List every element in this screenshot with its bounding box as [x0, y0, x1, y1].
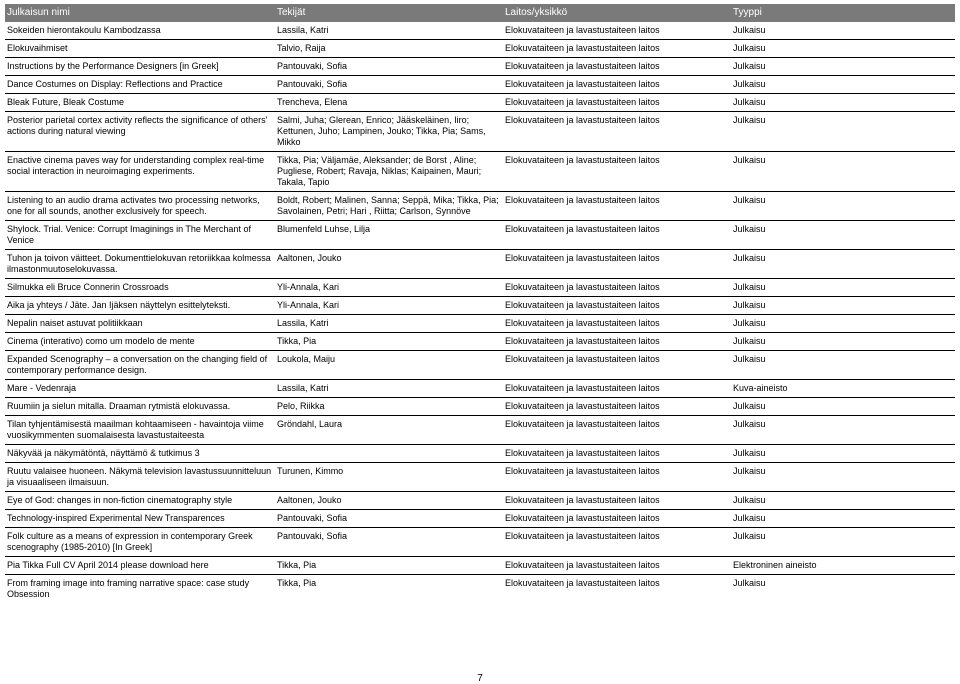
department-cell: Elokuvataiteen ja lavastustaiteen laitos [503, 575, 731, 604]
department-cell: Elokuvataiteen ja lavastustaiteen laitos [503, 528, 731, 557]
table-header-row [5, 4, 955, 22]
title-cell: Enactive cinema paves way for understanding complex real-time social interaction in neuroimaging experiments. [5, 152, 275, 192]
table-row [5, 94, 955, 112]
table-row [5, 221, 955, 250]
column-header-title: Julkaisun nimi [5, 4, 275, 22]
authors-cell [275, 445, 503, 463]
department-cell: Elokuvataiteen ja lavastustaiteen laitos [503, 250, 731, 279]
column-header-authors: Tekijät [275, 4, 503, 22]
authors-cell: Aaltonen, Jouko [275, 250, 503, 279]
title-cell: Tilan tyhjentämisestä maailman kohtaamiseen - havaintoja viime vuosikymmenten suomalaisesta lavastustaiteesta [5, 416, 275, 445]
department-cell: Elokuvataiteen ja lavastustaiteen laitos [503, 94, 731, 112]
department-cell: Elokuvataiteen ja lavastustaiteen laitos [503, 351, 731, 380]
type-cell: Julkaisu [731, 94, 955, 112]
department-cell: Elokuvataiteen ja lavastustaiteen laitos [503, 380, 731, 398]
type-cell: Julkaisu [731, 112, 955, 152]
type-cell: Julkaisu [731, 333, 955, 351]
title-cell: Folk culture as a means of expression in contemporary Greek scenography (1985-2010) [In Greek] [5, 528, 275, 557]
table-row [5, 112, 955, 152]
title-cell: Dance Costumes on Display: Reflections and Practice [5, 76, 275, 94]
department-cell: Elokuvataiteen ja lavastustaiteen laitos [503, 315, 731, 333]
type-cell: Julkaisu [731, 279, 955, 297]
title-cell: Instructions by the Performance Designers [in Greek] [5, 58, 275, 76]
authors-cell: Pantouvaki, Sofia [275, 76, 503, 94]
table-row [5, 58, 955, 76]
title-cell: Näkyvää ja näkymätöntä, näyttämö & tutkimus 3 [5, 445, 275, 463]
table-row [5, 76, 955, 94]
department-cell: Elokuvataiteen ja lavastustaiteen laitos [505, 25, 660, 35]
authors-cell: Pantouvaki, Sofia [275, 510, 503, 528]
department-cell: Elokuvataiteen ja lavastustaiteen laitos [503, 445, 731, 463]
type-cell: Julkaisu [731, 492, 955, 510]
table-row [5, 192, 955, 221]
authors-cell: Tikka, Pia [275, 557, 503, 575]
department-cell: Elokuvataiteen ja lavastustaiteen laitos [503, 492, 731, 510]
department-cell: Elokuvataiteen ja lavastustaiteen laitos [503, 297, 731, 315]
authors-cell: Pantouvaki, Sofia [275, 58, 503, 76]
table-row [5, 445, 955, 463]
page-number: 7 [477, 673, 483, 684]
authors-cell: Tikka, Pia [275, 575, 503, 604]
type-cell: Kuva-aineisto [731, 380, 955, 398]
authors-cell: Blumenfeld Luhse, Lilja [275, 221, 503, 250]
table-row [5, 398, 955, 416]
department-cell: Elokuvataiteen ja lavastustaiteen laitos [503, 192, 731, 221]
table-row [5, 416, 955, 445]
department-cell: Elokuvataiteen ja lavastustaiteen laitos [503, 510, 731, 528]
department-cell: Elokuvataiteen ja lavastustaiteen laitos [503, 152, 731, 192]
title-cell: Cinema (interativo) como um modelo de mente [5, 333, 275, 351]
title-cell: From framing image into framing narrative space: case study Obsession [5, 575, 275, 604]
type-cell: Julkaisu [731, 76, 955, 94]
title-cell: Technology-inspired Experimental New Transparences [5, 510, 275, 528]
authors-cell: Yli-Annala, Kari [275, 297, 503, 315]
table-row [5, 380, 955, 398]
table-body [5, 22, 955, 603]
table-row [5, 333, 955, 351]
type-cell: Julkaisu [731, 40, 955, 58]
authors-cell: Tikka, Pia [275, 333, 503, 351]
department-cell: Elokuvataiteen ja lavastustaiteen laitos [503, 76, 731, 94]
title-cell: Sokeiden hierontakoulu Kambodzassa [7, 25, 161, 35]
type-cell: Julkaisu [731, 575, 955, 604]
title-cell: Expanded Scenography – a conversation on the changing field of contemporary performance design. [5, 351, 275, 380]
table-row [5, 40, 955, 58]
department-cell: Elokuvataiteen ja lavastustaiteen laitos [503, 112, 731, 152]
title-cell: Mare - Vedenraja [5, 380, 275, 398]
table-row [5, 492, 955, 510]
authors-cell: Turunen, Kimmo [275, 463, 503, 492]
type-cell: Julkaisu [731, 398, 955, 416]
title-cell: Pia Tikka Full CV April 2014 please download here [5, 557, 275, 575]
department-cell: Elokuvataiteen ja lavastustaiteen laitos [503, 398, 731, 416]
type-cell: Julkaisu [733, 25, 766, 35]
authors-cell: Gröndahl, Laura [275, 416, 503, 445]
type-cell: Julkaisu [731, 315, 955, 333]
authors-cell: Pantouvaki, Sofia [275, 528, 503, 557]
title-cell: Nepalin naiset astuvat politiikkaan [5, 315, 275, 333]
table-row [5, 463, 955, 492]
type-cell: Julkaisu [731, 250, 955, 279]
authors-cell: Aaltonen, Jouko [275, 492, 503, 510]
table-row [5, 575, 955, 604]
type-cell: Julkaisu [731, 58, 955, 76]
department-cell: Elokuvataiteen ja lavastustaiteen laitos [503, 221, 731, 250]
table-row [5, 22, 955, 40]
department-cell: Elokuvataiteen ja lavastustaiteen laitos [503, 279, 731, 297]
title-cell: Aika ja yhteys / Jäte. Jan Ijäksen näyttelyn esittelyteksti. [5, 297, 275, 315]
table-row [5, 528, 955, 557]
type-cell: Julkaisu [731, 297, 955, 315]
authors-cell: Lassila, Katri [275, 315, 503, 333]
department-cell: Elokuvataiteen ja lavastustaiteen laitos [503, 463, 731, 492]
type-cell: Julkaisu [731, 351, 955, 380]
table-row [5, 351, 955, 380]
type-cell: Julkaisu [731, 510, 955, 528]
table-row [5, 297, 955, 315]
table-row [5, 315, 955, 333]
type-cell: Julkaisu [731, 192, 955, 221]
authors-cell: Yli-Annala, Kari [275, 279, 503, 297]
authors-cell: Loukola, Maiju [275, 351, 503, 380]
table-row [5, 510, 955, 528]
column-header-type: Tyyppi [731, 4, 955, 22]
column-header-department: Laitos/yksikkö [503, 4, 731, 22]
authors-cell: Boldt, Robert; Malinen, Sanna; Seppä, Mika; Tikka, Pia; Savolainen, Petri; Hari , Riitta; Carlson, Synnöve [275, 192, 503, 221]
title-cell: Ruutu valaisee huoneen. Näkymä television lavastussuunnitteluun ja visuaaliseen ilmaisuun. [5, 463, 275, 492]
title-cell: Shylock. Trial. Venice: Corrupt Imaginings in The Merchant of Venice [5, 221, 275, 250]
title-cell: Eye of God: changes in non-fiction cinematography style [5, 492, 275, 510]
table-row [5, 279, 955, 297]
department-cell: Elokuvataiteen ja lavastustaiteen laitos [503, 557, 731, 575]
department-cell: Elokuvataiteen ja lavastustaiteen laitos [503, 333, 731, 351]
title-cell: Tuhon ja toivon väitteet. Dokumenttielokuvan retoriikkaa kolmessa ilmastonmuutoselokuvassa. [5, 250, 275, 279]
title-cell: Ruumiin ja sielun mitalla. Draaman rytmistä elokuvassa. [5, 398, 275, 416]
authors-cell: Tikka, Pia; Väljamäe, Aleksander; de Borst , Aline; Pugliese, Robert; Ravaja, Niklas; Kaipainen, Mauri; Takala, Tapio [275, 152, 503, 192]
title-cell: Silmukka eli Bruce Connerin Crossroads [5, 279, 275, 297]
table-row [5, 250, 955, 279]
title-cell: Elokuvaihmiset [5, 40, 275, 58]
authors-cell: Lassila, Katri [277, 25, 329, 35]
authors-cell: Lassila, Katri [275, 380, 503, 398]
title-cell: Bleak Future, Bleak Costume [5, 94, 275, 112]
table-row [5, 557, 955, 575]
type-cell: Julkaisu [731, 416, 955, 445]
table-row [5, 152, 955, 192]
type-cell: Julkaisu [731, 445, 955, 463]
authors-cell: Talvio, Raija [275, 40, 503, 58]
authors-cell: Pelo, Riikka [275, 398, 503, 416]
department-cell: Elokuvataiteen ja lavastustaiteen laitos [503, 40, 731, 58]
title-cell: Posterior parietal cortex activity reflects the significance of others' actions during natural viewing [5, 112, 275, 152]
type-cell: Julkaisu [731, 528, 955, 557]
department-cell: Elokuvataiteen ja lavastustaiteen laitos [503, 58, 731, 76]
department-cell: Elokuvataiteen ja lavastustaiteen laitos [503, 416, 731, 445]
type-cell: Julkaisu [731, 152, 955, 192]
authors-cell: Salmi, Juha; Glerean, Enrico; Jääskeläinen, Iiro; Kettunen, Juho; Lampinen, Jouko; Tikka, Pia; Sams, Mikko [275, 112, 503, 152]
authors-cell: Trencheva, Elena [275, 94, 503, 112]
publications-table [5, 4, 955, 603]
type-cell: Julkaisu [731, 221, 955, 250]
type-cell: Elektroninen aineisto [731, 557, 955, 575]
type-cell: Julkaisu [731, 463, 955, 492]
title-cell: Listening to an audio drama activates two processing networks, one for all sounds, another exclusively for speech. [5, 192, 275, 221]
